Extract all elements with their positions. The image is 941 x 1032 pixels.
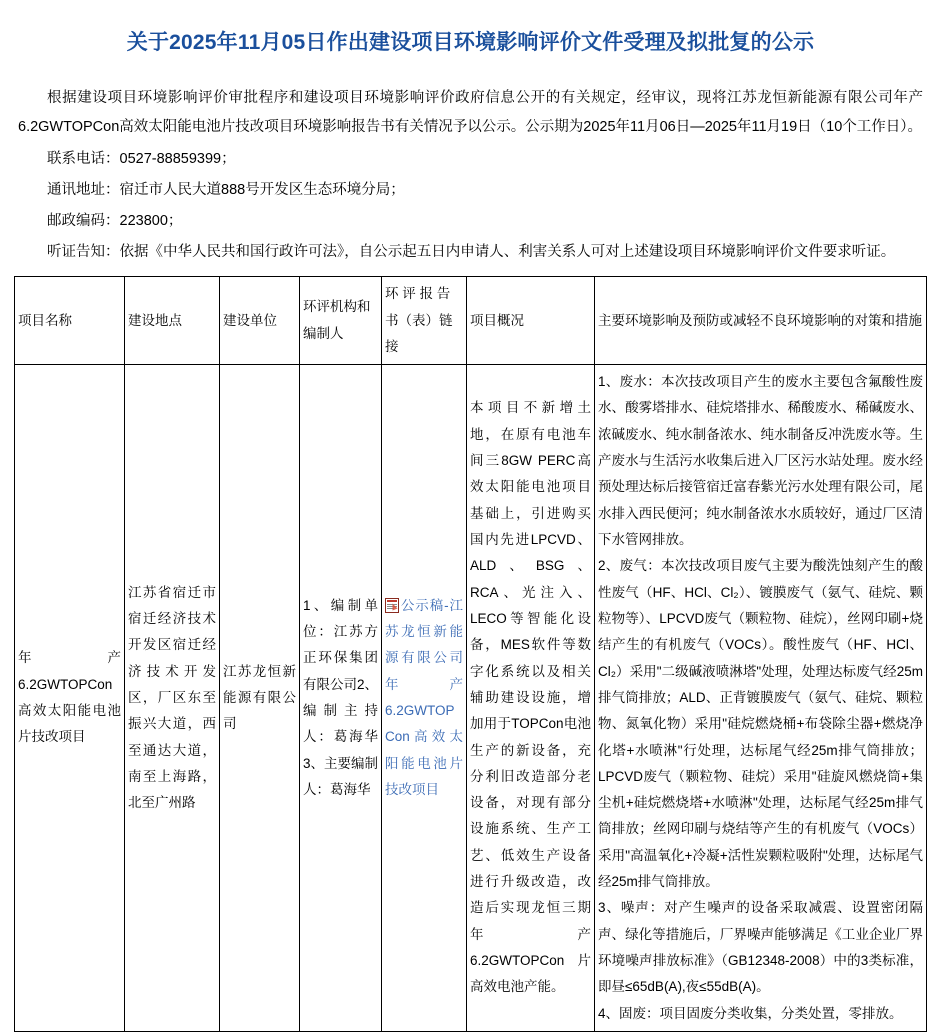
table-header-unit: 建设单位 bbox=[220, 277, 300, 365]
cell-agency: 1、编制单位：江苏方正环保集团有限公司2、编制主持人：葛海华3、主要编制人：葛海华 bbox=[300, 365, 382, 1032]
table-row bbox=[15, 365, 927, 1032]
cell-project-brief: 本项目不新增土地，在原有电池车间三8GW PERC高效太阳能电池项目基础上，引进购买国内先进LPCVD、ALD、BSG、RCA、光注入、LECO等智能化设备，MES软件等数字化系统以及相关辅助建设设施，增加用于TOPCon电池生产的新设备，充分利旧改造部分老设备，对现有部分设施系统、生产工艺、低效生产设备进行升级改造，改造后实现龙恒三期年产6.2GWTOPCon片高效电池产能。 bbox=[467, 365, 595, 1032]
table-header-agency: 环评机构和编制人 bbox=[300, 277, 382, 365]
cell-location: 江苏省宿迁市宿迁经济技术开发区宿迁经济技术开发区，厂区东至振兴大道，西至通达大道，南至上海路，北至广州路 bbox=[125, 365, 220, 1032]
impact-item-wastewater: 1、废水：本次技改项目产生的废水主要包含氟酸性废水、酸雾塔排水、硅烷塔排水、稀酸废水、稀碱废水、浓碱废水、纯水制备浓水、纯水制备反冲洗废水等。生产废水与生活污水收集后进入厂区污水站处理。废水经预处理达标后接管宿迁富春紫光污水处理有限公司，尾水排入西民便河；纯水制备浓水水质较好，通过厂区清下水管网排放。 bbox=[598, 374, 923, 548]
page-title: 关于2025年11月05日作出建设项目环境影响评价文件受理及拟批复的公示 bbox=[126, 31, 815, 55]
cell-environmental-impacts bbox=[595, 365, 927, 1032]
impact-item-waste-gas: 2、废气：本次技改项目废气主要为酸洗蚀刻产生的酸性废气（HF、HCl、Cl₂）、镀膜废气（氨气、硅烷、颗粒物等）、LPCVD废气（颗粒物、硅烷），丝网印刷+烧结产生的有机废气（VOCs）。酸性废气（HF、HCl、Cl₂）采用"二级碱液喷淋塔"处理，处理达标废气经25m排气筒排放；ALD、正背镀膜废气（氨气、硅烷、颗粒物、氮氧化物）采用"硅烷燃烧桶+布袋除尘器+燃烧净化塔+水喷淋"行处理，达标尾气经25m排气筒排放；LPCVD废气（颗粒物、硅烷）采用"硅旋风燃烧筒+集尘机+硅烷燃烧塔+水喷淋"处理，达标尾气经25m排气筒排放；丝网印刷与烧结等产生的有机废气（VOCs）采用"高温氧化+冷凝+活性炭颗粒吸附"处理，达标尾气经25m排气筒排放。 bbox=[598, 558, 923, 890]
impact-item-solid-waste: 4、固废：项目固废分类收集，分类处置，零排放。 bbox=[598, 1005, 903, 1021]
table-header-location: 建设地点 bbox=[125, 277, 220, 365]
project-table bbox=[14, 276, 927, 1032]
contact-address-line: 通讯地址：宿迁市人民大道888号开发区生态环境分局； bbox=[47, 181, 405, 198]
announcement-page bbox=[0, 14, 941, 1032]
table-header-report-link: 环 评 报 告 书（表）链接 bbox=[382, 277, 467, 365]
postal-code-line: 邮政编码：223800； bbox=[47, 212, 183, 229]
hearing-notice-line: 听证告知：依据《中华人民共和国行政许可法》，自公示起五日内申请人、利害关系人可对上述建设项目环境影响评价文件要求听证。 bbox=[47, 244, 896, 261]
contact-phone-line: 联系电话：0527-88859399； bbox=[47, 150, 236, 167]
report-pdf-link[interactable] bbox=[385, 598, 463, 797]
announcement-paragraph: 根据建设项目环境影响评价审批程序和建设项目环境影响评价政府信息公开的有关规定，经审议，现将江苏龙恒新能源有限公司年产6.2GWTOPCon高效太阳能电池片技改项目环境影响报告书有关情况予以公示。公示期为2025年11月06日—2025年11月19日（10个工作日）。 bbox=[18, 89, 923, 135]
table-header-impacts: 主要环境影响及预防或减轻不良环境影响的对策和措施 bbox=[595, 277, 927, 365]
cell-project-name: 年产6.2GWTOPCon高效太阳能电池片技改项目 bbox=[15, 365, 125, 1032]
report-link-text: 公示稿-江苏龙恒新能源有限公司年产6.2GWTOPCon高效太阳能电池片技改项目 bbox=[385, 597, 463, 797]
table-header-brief: 项目概况 bbox=[467, 277, 595, 365]
table-header-row bbox=[15, 277, 927, 365]
cell-report-link bbox=[382, 365, 467, 1032]
table-header-project-name: 项目名称 bbox=[15, 277, 125, 365]
pdf-file-icon bbox=[385, 596, 399, 611]
cell-unit: 江苏龙恒新能源有限公司 bbox=[220, 365, 300, 1032]
impact-item-noise: 3、噪声：对产生噪声的设备采取减震、设置密闭隔声、绿化等措施后，厂界噪声能够满足《工业企业厂界环境噪声排放标准》（GB12348-2008）中的3类标准，即昼≤65dB(A),夜≤55dB(A)。 bbox=[598, 900, 923, 995]
